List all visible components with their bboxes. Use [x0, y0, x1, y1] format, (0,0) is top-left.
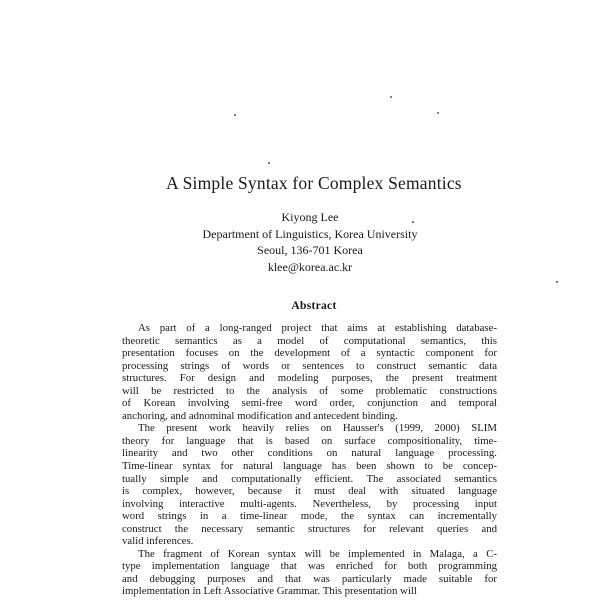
abstract-line: anchoring, and adnominal modification and antecedent binding. [122, 409, 398, 422]
abstract-line: Time-linear syntax for natural language has been shown to be concep- [122, 460, 497, 473]
abstract-line: is complex, however, because it must deal with situated language [122, 485, 497, 498]
scan-speck [437, 112, 439, 114]
abstract-line: theoretic semantics as a model of computational semantics, this [122, 334, 497, 347]
abstract-line: The fragment of Korean syntax will be implemented in Malaga, a C- [138, 547, 497, 560]
scan-speck [234, 114, 236, 116]
abstract-line: implementation in Left Associative Grammar. This presentation will [122, 585, 417, 598]
abstract-heading: Abstract [291, 300, 337, 312]
abstract-line: processing strings of words or sentences to construct semantic data [122, 359, 497, 372]
paper-title: A Simple Syntax for Complex Semantics [166, 173, 462, 193]
abstract-line: presentation focuses on the development of a syntactic component for [122, 347, 497, 360]
abstract-line: linearity and two other conditions on natural language processing. [122, 447, 497, 460]
abstract-line: As part of a long-ranged project that aims at establishing database- [138, 322, 497, 334]
author-block [10, 209, 600, 275]
scan-speck [268, 162, 270, 164]
author-email: klee@korea.ac.kr [267, 259, 353, 274]
abstract-line: structures. For design and modeling purposes, the present treatment [122, 372, 497, 385]
abstract-line: The present work heavily relies on Hausser's (1999, 2000) SLIM [138, 422, 497, 435]
abstract-line: tually simple and computationally efficient. The associated semantics [122, 472, 497, 485]
abstract-line: involving interactive multi-agents. Nevertheless, by processing input [122, 497, 497, 510]
abstract-line: of Korean involving semi-free word order, conjunction and temporal [122, 397, 497, 410]
abstract-line: construct the necessary semantic structures for relevant queries and [122, 522, 497, 535]
abstract-line: word strings in a time-linear mode, the syntax can incrementally [122, 510, 497, 523]
author-affiliation: Department of Linguistics, Korea University [202, 226, 418, 241]
scan-speck [390, 96, 392, 98]
abstract-line: theory for language that is based on surface compositionality, time- [122, 434, 497, 447]
scan-speck [556, 281, 558, 283]
abstract-line: type implementation language that was enriched for both programming [122, 560, 497, 573]
abstract-line: and debugging purposes and that was particularly made suitable for [122, 572, 497, 585]
author-address: Seoul, 136-701 Korea [257, 243, 363, 257]
abstract-line: valid inferences. [122, 535, 194, 548]
abstract-line: will be restricted to the analysis of some problematic constructions [122, 384, 497, 397]
abstract-body [122, 322, 497, 598]
scan-speck [412, 221, 414, 223]
author-name: Kiyong Lee [281, 210, 339, 224]
